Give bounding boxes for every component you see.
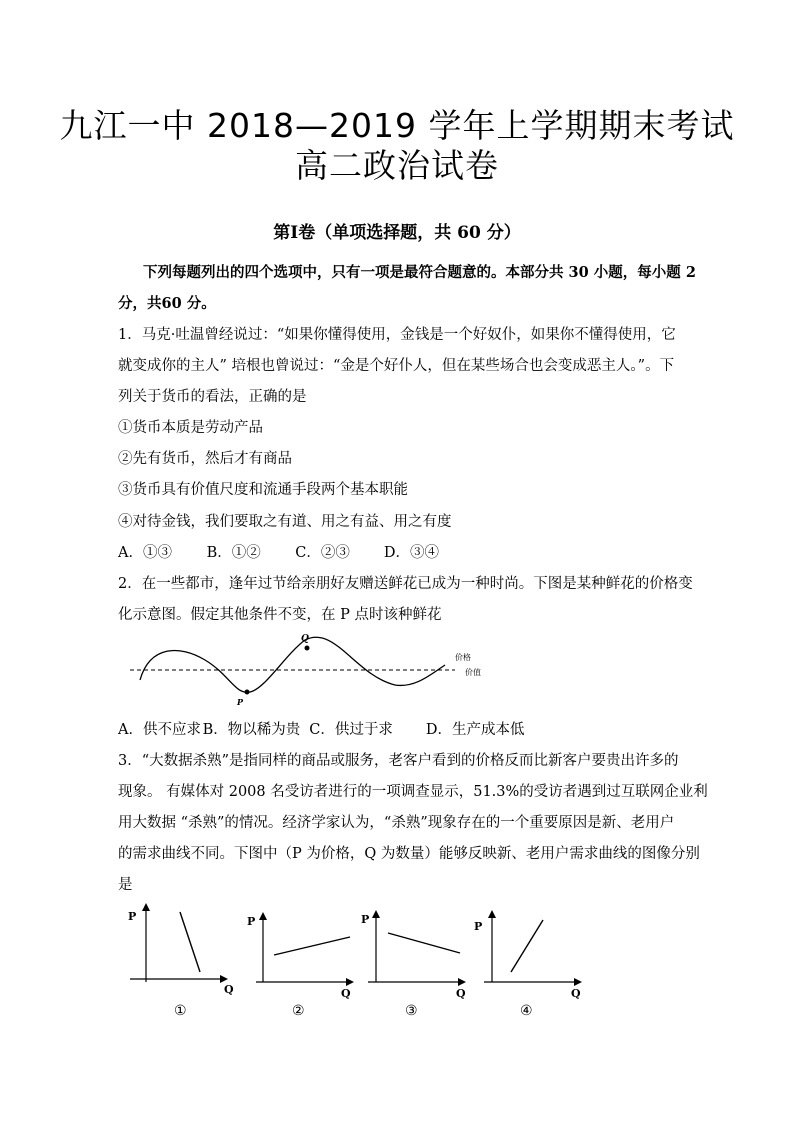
graph-3-number: ③ [405, 1003, 418, 1019]
label-value: 价值 [465, 668, 481, 677]
graph-1 [128, 905, 234, 1019]
label-p: P [237, 697, 244, 707]
label-q: Q [301, 634, 309, 644]
q1-statement-2: ②先有货币，然后才有商品 [118, 451, 292, 467]
graph-2-curve [274, 937, 350, 955]
q1-stem-line3: 列关于货币的看法，正确的是 [118, 389, 307, 405]
q1-stem-line2: 就变成你的主人” 培根也曾说过：“金是个好仆人，但在某些场合也会变成恶主人。”。下 [118, 358, 675, 374]
graph-1-q-label: Q [224, 983, 234, 996]
graph-2-number: ② [292, 1003, 305, 1019]
graph-2-p-label: P [247, 915, 256, 928]
q3-stem-line2: 现象。 有媒体对 2008 名受访者进行的一项调查显示，51.3%的受访者遇到过互联网企业利 [118, 784, 708, 800]
q3-stem-line5: 是 [118, 877, 133, 893]
point-q-dot [305, 646, 310, 651]
graph-3-q-label: Q [456, 987, 466, 1000]
graph-1-p-label: P [128, 910, 137, 923]
q1-option-c: C．②③ [295, 545, 350, 561]
graph-4-curve [511, 920, 543, 972]
q2-option-d: D．生产成本低 [425, 722, 525, 738]
price-curve [140, 637, 445, 692]
price-value-figure [125, 630, 495, 710]
label-price: 价格 [455, 653, 471, 662]
graph-3-curve [388, 933, 460, 953]
q1-statement-4: ④对待金钱，我们要取之有道、用之有益、用之有度 [118, 514, 452, 530]
graph-2-q-label: Q [341, 987, 351, 1000]
graph-3-p-label: P [361, 913, 370, 926]
q2-options [118, 718, 524, 739]
instructions-line1: 下列每题列出的四个选项中，只有一项是最符合题意的。本部分共 30 小题，每小题 2 [143, 264, 696, 281]
q1-statement-1: ①货币本质是劳动产品 [118, 420, 263, 436]
graph-2 [247, 914, 352, 1019]
q1-option-b: B．①② [206, 545, 261, 561]
section-title: 第Ⅰ卷（单项选择题，共 60 分） [273, 223, 521, 243]
exam-title-line1: 九江一中 2018—2019 学年上学期期末考试 [59, 106, 735, 145]
graph-1-number: ① [174, 1003, 187, 1019]
q3-stem-line3: 用大数据 “杀熟”的情况。经济学家认为，“杀熟”现象存在的一个重要原因是新、老用户 [118, 815, 675, 831]
q1-option-d: D．③④ [383, 545, 439, 561]
graph-4 [474, 912, 581, 1019]
demand-curve-graphs [118, 900, 598, 1025]
q1-option-a: A．①③ [118, 545, 172, 561]
q2-stem-line1: 2．在一些都市，逢年过节给亲朋好友赠送鲜花已成为一种时尚。下图是某种鲜花的价格变 [118, 576, 693, 592]
q3-stem-line1: 3．“大数据杀熟”是指同样的商品或服务，老客户看到的价格反而比新客户要贵出许多的 [118, 753, 679, 769]
q1-options [118, 541, 439, 562]
graph-1-curve [180, 912, 200, 972]
point-p-dot [245, 690, 250, 695]
instructions-line2: 分，共60 分。 [118, 295, 216, 312]
graph-3 [361, 912, 466, 1019]
q2-option-c: C．供过于求 [309, 722, 393, 738]
q1-statement-3: ③货币具有价值尺度和流通手段两个基本职能 [118, 482, 408, 498]
q1-stem-line1: 1．马克·吐温曾经说过：“如果你懂得使用，金钱是一个好奴仆，如果你不懂得使用，它 [118, 327, 676, 343]
q2-option-b: B．物以稀为贵 [202, 722, 301, 738]
q2-stem-line2: 化示意图。假定其他条件不变，在 P 点时该种鲜花 [118, 607, 442, 623]
q3-stem-line4: 的需求曲线不同。下图中（P 为价格，Q 为数量）能够反映新、老用户需求曲线的图像分别 [118, 846, 700, 862]
exam-title-line2: 高二政治试卷 [295, 146, 499, 185]
graph-4-q-label: Q [571, 987, 581, 1000]
graph-4-number: ④ [520, 1003, 533, 1019]
q2-option-a: A．供不应求 [118, 722, 201, 738]
graph-4-p-label: P [474, 920, 483, 933]
